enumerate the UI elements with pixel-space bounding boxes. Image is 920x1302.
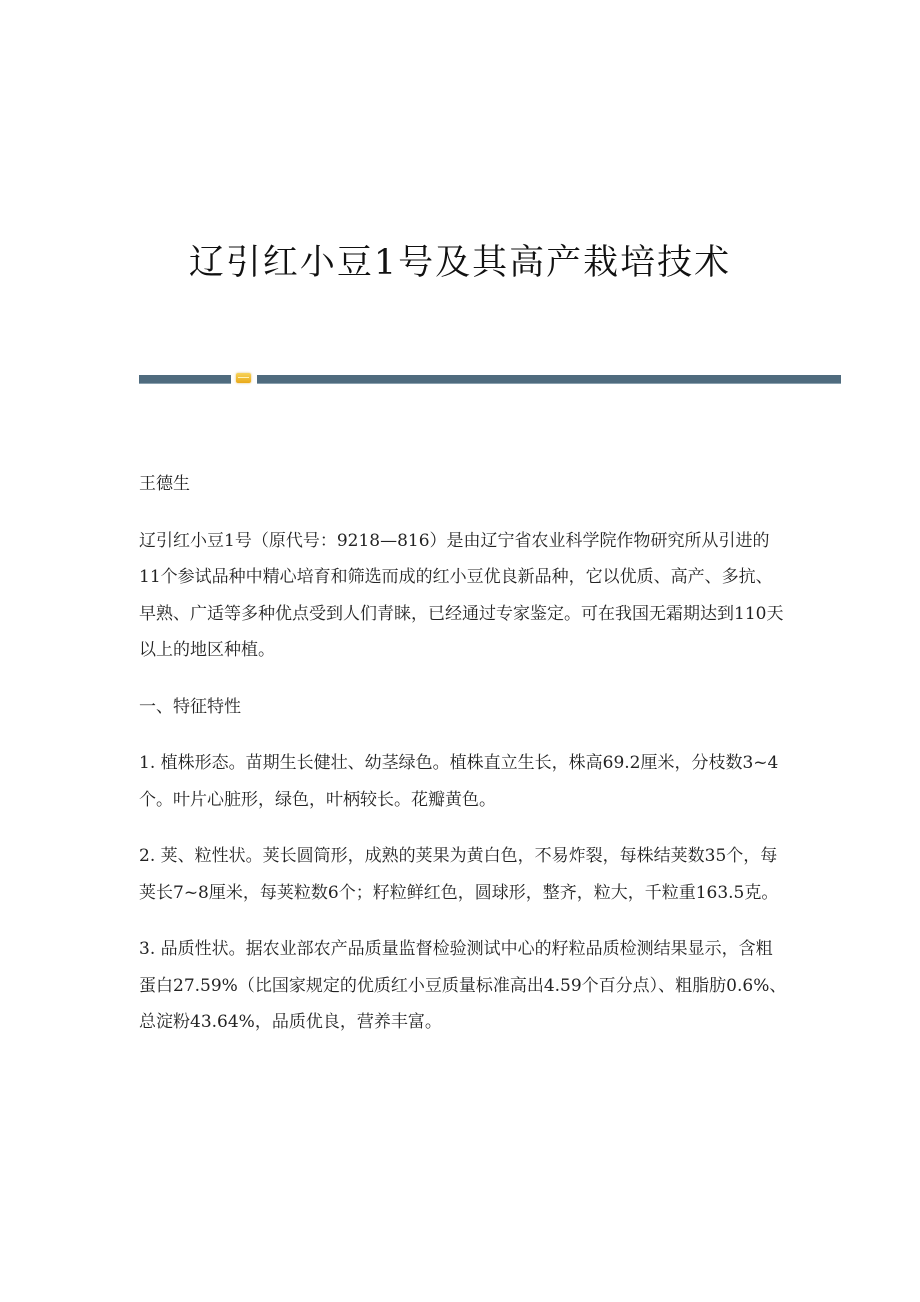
- document-title: 辽引红小豆1号及其高产栽培技术: [188, 243, 732, 284]
- document-body: [139, 466, 789, 1061]
- paragraph-quality-traits: 3. 品质性状。据农业部农产品质量监督检验测试中心的籽粒品质检测结果显示，含粗蛋白27.59%（比国家规定的优质红小豆质量标准高出4.59个百分点）、粗脂肪0.6%、总淀粉43.64%，品质优良，营养丰富。: [139, 939, 787, 1032]
- section-heading: 一、特征特性: [139, 696, 241, 717]
- author-name: 王德生: [139, 474, 190, 494]
- gold-bar-ornament-icon: [236, 373, 251, 383]
- intro-paragraph: 辽引红小豆1号（原代号：9218—816）是由辽宁省农业科学院作物研究所从引进的11个参试品种中精心培育和筛选而成的红小豆优良新品种，它以优质、高产、多抗、早熟、广适等多种优点受到人们青睐，已经通过专家鉴定。可在我国无霜期达到110天以上的地区种植。: [139, 530, 784, 660]
- paragraph-plant-morphology: 1. 植株形态。苗期生长健壮、幼茎绿色。植株直立生长，株高69.2厘米，分枝数3~4个。叶片心脏形，绿色，叶柄较长。花瓣黄色。: [139, 753, 779, 810]
- title-divider: [139, 375, 841, 384]
- paragraph-pod-grain-traits: 2. 荚、粒性状。荚长圆筒形，成熟的荚果为黄白色，不易炸裂，每株结荚数35个，每荚长7~8厘米，每荚粒数6个；籽粒鲜红色，圆球形，整齐，粒大，千粒重163.5克。: [139, 846, 779, 903]
- divider-bar-right: [257, 375, 841, 384]
- divider-bar-left: [139, 375, 231, 384]
